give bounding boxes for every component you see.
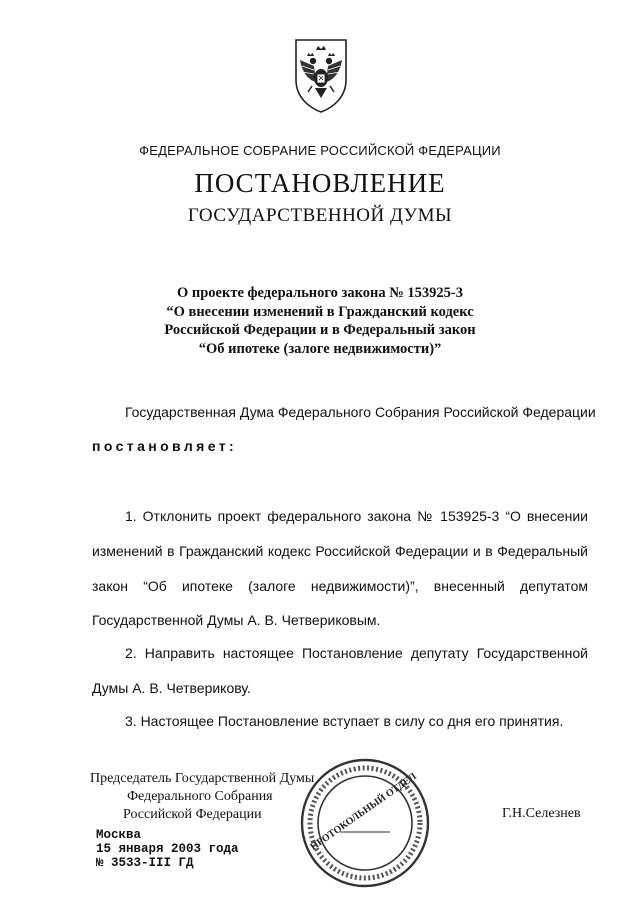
signer-name: Г.Н.Селезнев — [502, 806, 581, 821]
paragraph-3: 3. Настоящее Постановление вступает в силу со дня его принятия. — [125, 713, 564, 729]
organization-heading: ФЕДЕРАЛЬНОЕ СОБРАНИЕ РОССИЙСКОЙ ФЕДЕРАЦИИ — [139, 143, 501, 158]
paragraph-1-line: изменений в Гражданский кодекс Российской Федерации и в Федеральный — [92, 543, 588, 559]
paragraph-1-line: Государственной Думы А. В. Четвериковым. — [92, 612, 381, 628]
signatory-title-line: Председатель Государственной Думы — [90, 771, 315, 786]
subject-block — [0, 284, 640, 358]
signatory-title-line: Российской Федерации — [123, 807, 262, 822]
signatory-title — [90, 770, 330, 824]
paragraph-1-line: 1. Отклонить проект федерального закона № 153925-3 “О внесении — [125, 508, 588, 524]
paragraph-2-line: 2. Направить настоящее Постановление депутату Государственной — [125, 645, 588, 661]
stamp-text: ПРОТОКОЛЬНЫЙ ОТДЕЛ — [308, 771, 419, 853]
document-type-title: ПОСТАНОВЛЕНИЕ — [194, 168, 446, 198]
signatory-title-line: Федерального Собрания — [127, 789, 273, 804]
meta-date: 15 января 2003 года — [96, 842, 239, 856]
coat-of-arms-icon — [292, 36, 350, 114]
round-stamp-icon — [298, 756, 432, 890]
document-meta — [96, 828, 239, 870]
subject-line: “Об ипотеке (залоге недвижимости)” — [198, 340, 442, 357]
subject-line: О проекте федерального закона № 153925-3 — [176, 285, 464, 301]
paragraph-1-line: закон “Об ипотеке (залоге недвижимости)”, внесенный депутатом — [92, 578, 588, 594]
issuer-subtitle: ГОСУДАРСТВЕННОЙ ДУМЫ — [187, 205, 453, 226]
meta-city: Москва — [96, 828, 142, 842]
subject-line: Российской Федерации и в Федеральный закон — [164, 322, 476, 338]
intro-text: Государственная Дума Федерального Собрания Российской Федерации — [125, 404, 596, 420]
subject-line: “О внесении изменений в Гражданский кодекс — [166, 303, 474, 320]
resolves-text: постановляет: — [92, 438, 238, 454]
meta-number: № 3533-III ГД — [96, 856, 194, 870]
paragraph-2-line: Думы А. В. Четверикову. — [92, 680, 251, 696]
